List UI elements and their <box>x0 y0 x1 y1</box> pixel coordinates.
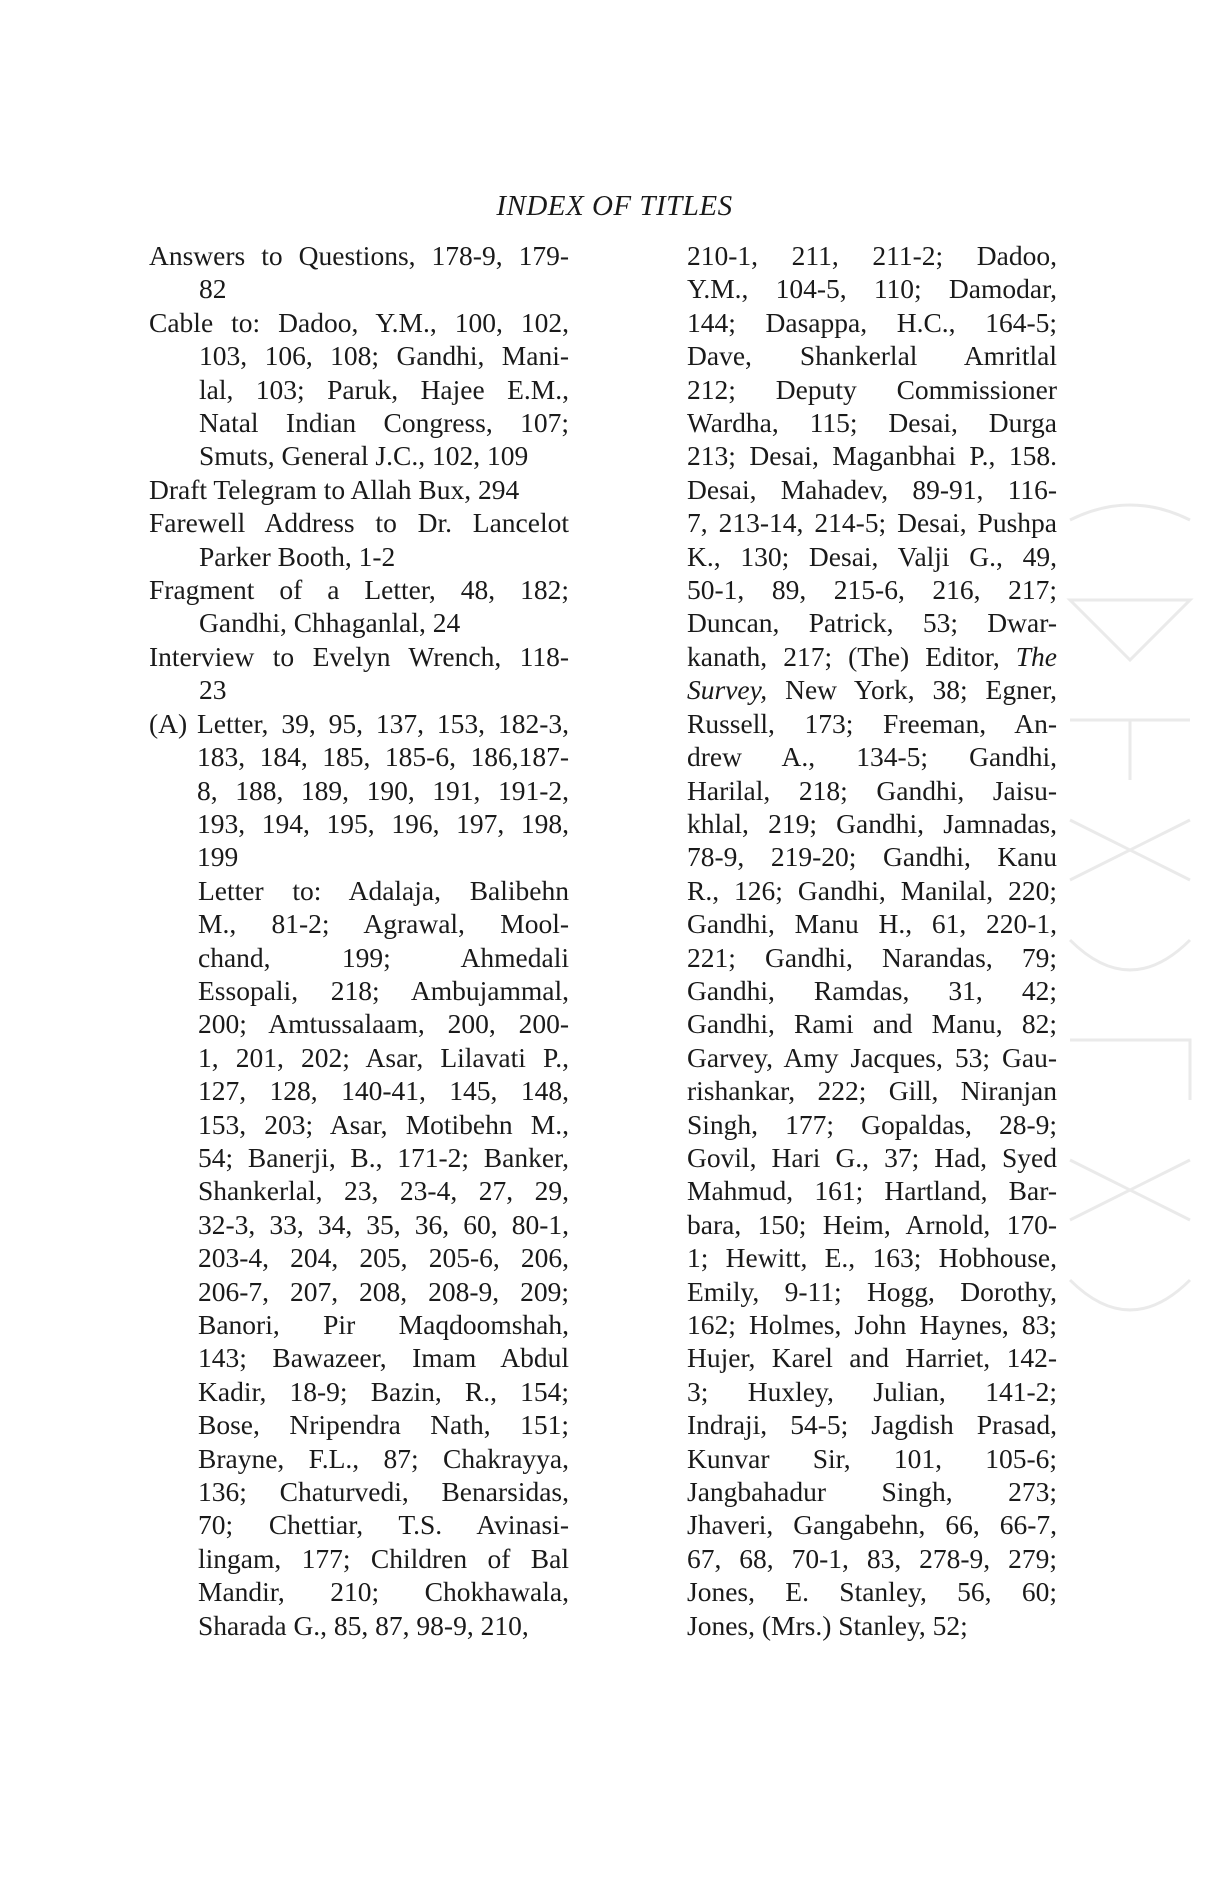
index-line: Emily, 9-11; Hogg, Dorothy, <box>687 1275 1057 1307</box>
index-line-text: Letter, 39, 95, 137, 153, 182-3, <box>197 707 569 739</box>
index-line: 8, 188, 189, 190, 191, 191-2, <box>197 774 569 806</box>
index-line: Interview to Evelyn Wrench, 118- <box>149 640 569 672</box>
index-line: 127, 128, 140-41, 145, 148, <box>198 1075 569 1107</box>
index-line: 153, 203; Asar, Motibehn M., <box>198 1108 569 1140</box>
index-entry <box>149 707 569 874</box>
page-title: INDEX OF TITLES <box>496 190 733 222</box>
index-line: Natal Indian Congress, 107; <box>199 407 569 439</box>
index-line: 144; Dasappa, H.C., 164-5; <box>687 306 1057 338</box>
index-line: 136; Chaturvedi, Benarsidas, <box>198 1476 569 1508</box>
italic-title: Survey, <box>687 674 768 706</box>
index-entry <box>149 874 569 1642</box>
index-line: R., 126; Gandhi, Manilal, 220; <box>687 874 1057 906</box>
index-line: Answers to Questions, 178-9, 179- <box>149 240 569 271</box>
index-line: 203-4, 204, 205, 205-6, 206, <box>198 1242 569 1274</box>
watermark-graphic <box>1050 480 1229 1430</box>
index-line: Fragment of a Letter, 48, 182; <box>149 574 569 606</box>
index-line: 143; Bawazeer, Imam Abdul <box>198 1342 569 1374</box>
index-line: Cable to: Dadoo, Y.M., 100, 102, <box>149 306 569 338</box>
index-line: 221; Gandhi, Narandas, 79; <box>687 941 1057 973</box>
index-line: Letter to: Adalaja, Balibehn <box>198 874 569 906</box>
index-line: Garvey, Amy Jacques, 53; Gau- <box>687 1041 1057 1073</box>
index-line: kanath, 217; (The) Editor, The <box>687 640 1057 672</box>
index-line: 199 <box>197 841 239 873</box>
index-line: Smuts, General J.C., 102, 109 <box>199 440 529 472</box>
index-line: Govil, Hari G., 37; Had, Syed <box>687 1141 1057 1173</box>
index-line: 200; Amtussalaam, 200, 200- <box>198 1008 569 1040</box>
index-line: Sharada G., 85, 87, 98-9, 210, <box>198 1609 529 1641</box>
index-line: 78-9, 219-20; Gandhi, Kanu <box>687 841 1057 873</box>
index-line: K., 130; Desai, Valji G., 49, <box>687 540 1057 572</box>
index-line: Mahmud, 161; Hartland, Bar- <box>687 1175 1057 1207</box>
index-line: 103, 106, 108; Gandhi, Mani- <box>199 340 569 372</box>
index-line: Russell, 173; Freeman, An- <box>687 707 1057 739</box>
index-line: Essopali, 218; Ambujammal, <box>198 974 569 1006</box>
italic-title: The <box>1015 640 1057 672</box>
index-line: lingam, 177; Children of Bal <box>198 1542 569 1574</box>
index-line: Survey, New York, 38; Egner, <box>687 674 1057 706</box>
index-line: Gandhi, Rami and Manu, 82; <box>687 1008 1057 1040</box>
index-line: Duncan, Patrick, 53; Dwar- <box>687 607 1057 639</box>
index-line: drew A., 134-5; Gandhi, <box>687 741 1057 773</box>
index-line: 70; Chettiar, T.S. Avinasi- <box>198 1509 569 1541</box>
index-line: 7, 213-14, 214-5; Desai, Pushpa <box>687 507 1057 539</box>
index-line: 1, 201, 202; Asar, Lilavati P., <box>198 1041 569 1073</box>
index-line: Shankerlal, 23, 23-4, 27, 29, <box>198 1175 569 1207</box>
index-line: 82 <box>199 273 227 305</box>
index-line: lal, 103; Paruk, Hajee E.M., <box>199 373 569 405</box>
index-line: Jones, (Mrs.) Stanley, 52; <box>687 1609 968 1641</box>
index-line: 162; Holmes, John Haynes, 83; <box>687 1309 1057 1340</box>
index-line: chand, 199; Ahmedali <box>198 941 569 973</box>
index-line: Mandir, 210; Chokhawala, <box>198 1576 569 1608</box>
index-line: Jangbahadur Singh, 273; <box>687 1476 1057 1508</box>
index-line: Wardha, 115; Desai, Durga <box>687 407 1057 439</box>
index-line: 1; Hewitt, E., 163; Hobhouse, <box>687 1242 1057 1274</box>
index-line: 213; Desai, Maganbhai P., 158. <box>687 440 1057 472</box>
index-entry <box>149 473 569 506</box>
index-line: Draft Telegram to Allah Bux, 294 <box>149 473 520 505</box>
index-line: 54; Banerji, B., 171-2; Banker, <box>198 1141 569 1173</box>
index-entry <box>149 306 569 473</box>
index-line: khlal, 219; Gandhi, Jamnadas, <box>687 807 1057 839</box>
index-line: Hujer, Karel and Harriet, 142- <box>687 1342 1057 1374</box>
index-line: M., 81-2; Agrawal, Mool- <box>198 908 569 940</box>
index-entry <box>149 506 569 573</box>
index-line: Bose, Nripendra Nath, 151; <box>198 1409 569 1441</box>
index-entry <box>149 640 569 707</box>
index-line: Harilal, 218; Gandhi, Jaisu- <box>687 774 1057 806</box>
index-line: Gandhi, Ramdas, 31, 42; <box>687 974 1057 1006</box>
index-line: Gandhi, Manu H., 61, 220-1, <box>687 908 1057 940</box>
index-line: Brayne, F.L., 87; Chakrayya, <box>198 1442 569 1474</box>
index-line: 50-1, 89, 215-6, 216, 217; <box>687 574 1057 606</box>
index-line: Parker Booth, 1-2 <box>199 540 396 572</box>
index-line: Kadir, 18-9; Bazin, R., 154; <box>198 1375 569 1407</box>
entry-prefix: (A) <box>149 707 188 739</box>
index-line: Jones, E. Stanley, 56, 60; <box>687 1576 1057 1608</box>
index-line: Banori, Pir Maqdoomshah, <box>198 1309 569 1340</box>
index-column-left <box>149 239 569 1642</box>
index-line: Kunvar Sir, 101, 105-6; <box>687 1442 1057 1474</box>
index-line: 206-7, 207, 208, 208-9, 209; <box>198 1275 569 1307</box>
index-line: Desai, Mahadev, 89-91, 116- <box>687 473 1057 505</box>
index-line: Singh, 177; Gopaldas, 28-9; <box>687 1108 1057 1140</box>
index-line: bara, 150; Heim, Arnold, 170- <box>687 1208 1057 1240</box>
index-line: Jhaveri, Gangabehn, 66, 66-7, <box>687 1509 1057 1541</box>
index-line: Gandhi, Chhaganlal, 24 <box>199 607 461 639</box>
index-line: rishankar, 222; Gill, Niranjan <box>687 1075 1057 1107</box>
index-line: Farewell Address to Dr. Lancelot <box>149 507 569 539</box>
index-line: 183, 184, 185, 185-6, 186,187- <box>197 741 569 773</box>
index-column-right <box>687 239 1057 1642</box>
index-line <box>149 707 569 740</box>
index-entry <box>149 573 569 640</box>
index-line: 210-1, 211, 211-2; Dadoo, <box>687 240 1057 271</box>
index-line: 32-3, 33, 34, 35, 36, 60, 80-1, <box>198 1208 569 1240</box>
index-line: Y.M., 104-5, 110; Damodar, <box>687 273 1057 305</box>
index-entry <box>149 239 569 306</box>
index-line: 23 <box>199 674 227 706</box>
index-line: 67, 68, 70-1, 83, 278-9, 279; <box>687 1542 1057 1574</box>
index-line: 193, 194, 195, 196, 197, 198, <box>197 807 569 839</box>
index-line: 3; Huxley, Julian, 141-2; <box>687 1375 1057 1407</box>
index-line: Dave, Shankerlal Amritlal <box>687 340 1057 372</box>
index-line: Indraji, 54-5; Jagdish Prasad, <box>687 1409 1057 1441</box>
index-line: 212; Deputy Commissioner <box>687 373 1057 405</box>
